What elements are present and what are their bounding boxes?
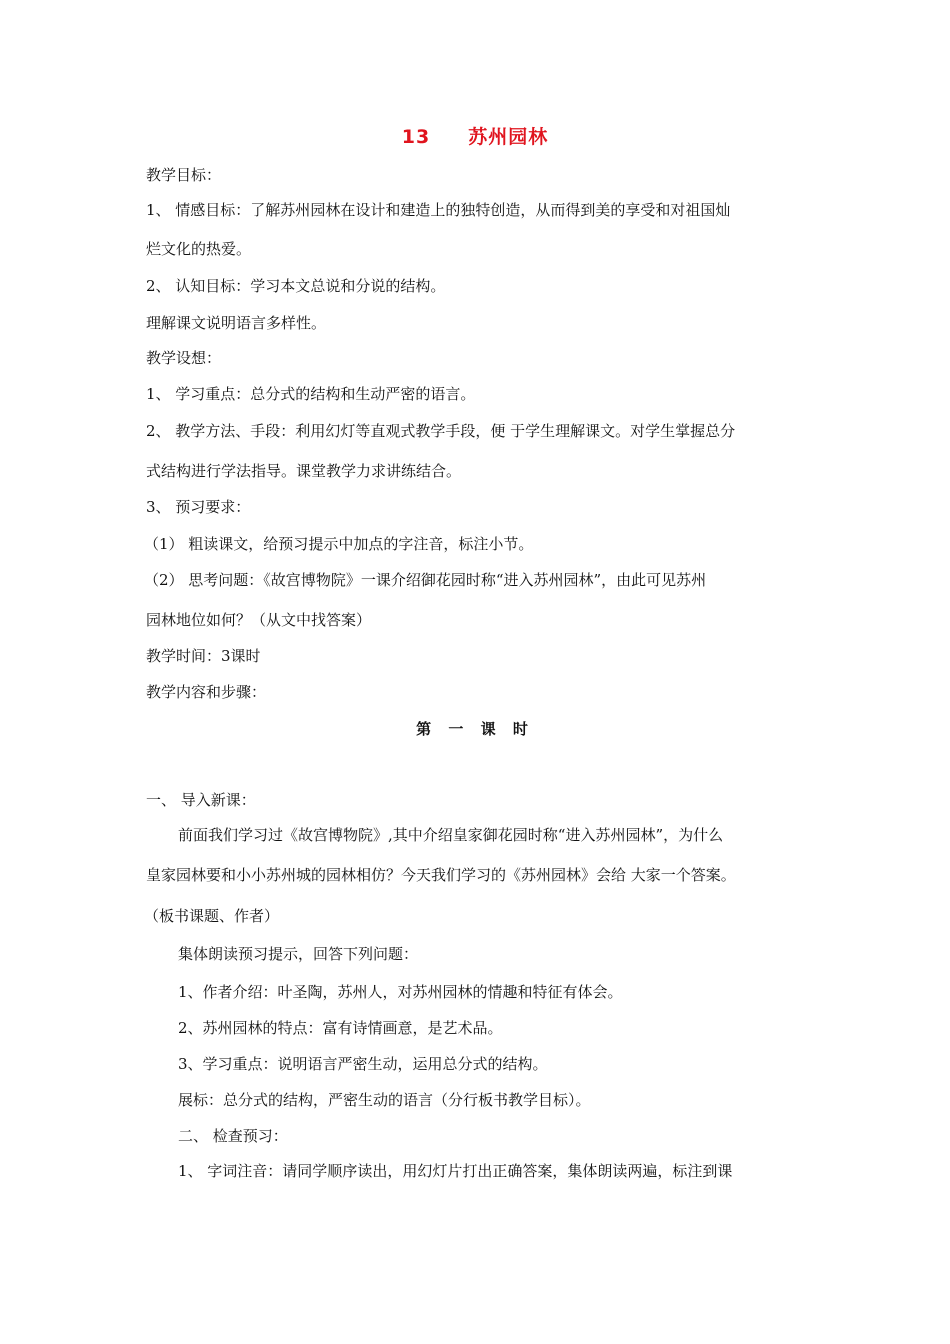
paragraph-line: 前面我们学习过《故宫博物院》,其中介绍皇家御花园时称“进入苏州园林”，为什么 [178,826,724,844]
paragraph-line: 1、作者介绍：叶圣陶，苏州人，对苏州园林的情趣和特征有体会。 [178,983,623,1001]
paragraph-line: 教学目标： [146,166,222,184]
paragraph-line: 一、 导入新课： [146,791,256,809]
paragraph-line: 1、 情感目标：了解苏州园林在设计和建造上的独特创造，从而得到美的享受和对祖国灿 [146,201,731,219]
paragraph-line: 理解课文说明语言多样性。 [146,314,327,332]
paragraph-line: 教学时间：3课时 [146,647,261,665]
paragraph-line: 式结构进行学法指导。课堂教学力求讲练结合。 [146,462,462,480]
paragraph-line: 集体朗读预习提示，回答下列问题： [178,945,419,963]
paragraph-line: 2、 认知目标：学习本文总说和分说的结构。 [146,277,446,295]
lesson-heading: 第 一 课 时 [416,720,534,738]
paragraph-line: 园林地位如何？（从文中找答案） [146,611,372,629]
paragraph-line: （板书课题、作者） [144,907,280,925]
paragraph-line: （2） 思考问题：《故宫博物院》一课介绍御花园时称“进入苏州园林”，由此可见苏州 [144,571,707,589]
paragraph-line: （1） 粗读课文，给预习提示中加点的字注音，标注小节。 [144,535,534,553]
paragraph-line: 教学内容和步骤： [146,683,267,701]
paragraph-line: 3、 预习要求： [146,498,251,516]
paragraph-line: 3、学习重点：说明语言严密生动，运用总分式的结构。 [178,1055,548,1073]
paragraph-line: 二、 检查预习： [178,1127,288,1145]
paragraph-line: 1、 字词注音：请同学顺序读出，用幻灯片打出正确答案，集体朗读两遍，标注到课 [178,1162,733,1180]
paragraph-line: 烂文化的热爱。 [146,240,252,258]
paragraph-line: 2、苏州园林的特点：富有诗情画意，是艺术品。 [178,1019,503,1037]
lesson-title: 苏州园林 [468,126,549,148]
paragraph-line: 皇家园林要和小小苏州城的园林相仿？今天我们学习的《苏州园林》会给 大家一个答案。 [146,866,736,884]
paragraph-line: 2、 教学方法、手段：利用幻灯等直观式教学手段，便 于学生理解课文。对学生掌握总分 [146,422,736,440]
paragraph-line: 1、 学习重点：总分式的结构和生动严密的语言。 [146,385,476,403]
paragraph-line: 展标：总分式的结构，严密生动的语言（分行板书教学目标）。 [178,1091,591,1109]
paragraph-line: 教学设想： [146,349,222,367]
lesson-number: 13 [401,126,431,148]
document-title [0,122,950,149]
